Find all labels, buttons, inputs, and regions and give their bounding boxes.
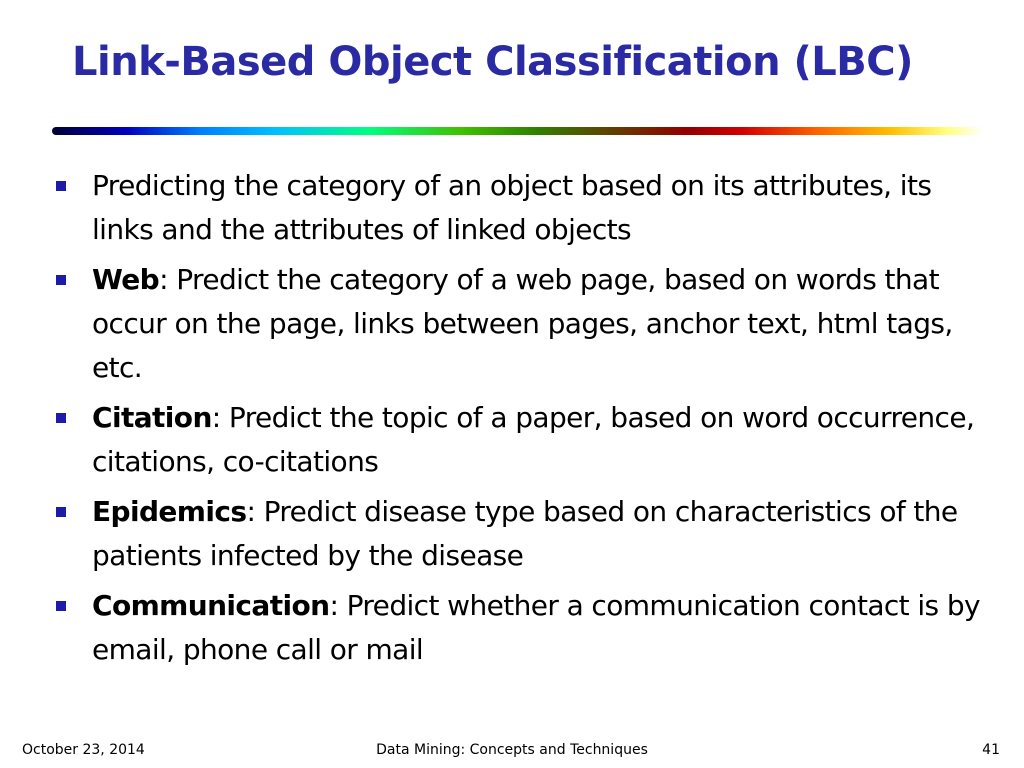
bullet-term: Communication: [92, 589, 330, 622]
square-bullet-icon: [56, 507, 66, 517]
bullet-item-definition: [50, 164, 990, 252]
bullet-item-web: [50, 258, 990, 390]
square-bullet-icon: [56, 275, 66, 285]
title-gradient-divider: [52, 127, 984, 135]
slide-title: Link-Based Object Classification (LBC): [72, 39, 913, 85]
footer-date: October 23, 2014: [22, 742, 145, 758]
bullet-item-communication: [50, 584, 990, 672]
bullet-term: Web: [92, 263, 160, 296]
bullet-text: Predict the topic of a paper, based on word occurrence, citations, co-citations: [92, 401, 975, 478]
footer-page-number: 41: [982, 742, 1000, 758]
bullet-item-citation: [50, 396, 990, 484]
bullet-separator: :: [211, 401, 221, 434]
bullet-text: Predict the category of a web page, based on words that occur on the page, links between pages, anchor text, html tags, etc.: [92, 263, 953, 384]
square-bullet-icon: [56, 181, 66, 191]
bullet-separator: :: [246, 495, 256, 528]
bullet-item-epidemics: [50, 490, 990, 578]
bullet-text: Predict whether a communication contact is by email, phone call or mail: [92, 589, 980, 666]
bullet-term: Citation: [92, 401, 212, 434]
bullet-separator: :: [329, 589, 339, 622]
bullet-text: Predicting the category of an object based on its attributes, its links and the attributes of linked objects: [92, 169, 932, 246]
bullet-separator: :: [159, 263, 168, 296]
bullet-list: [50, 164, 990, 678]
square-bullet-icon: [56, 601, 66, 611]
footer-course-title: Data Mining: Concepts and Techniques: [376, 742, 648, 758]
bullet-term: Epidemics: [92, 495, 247, 528]
square-bullet-icon: [56, 413, 66, 423]
bullet-text: Predict disease type based on characteristics of the patients infected by the disease: [92, 495, 958, 572]
